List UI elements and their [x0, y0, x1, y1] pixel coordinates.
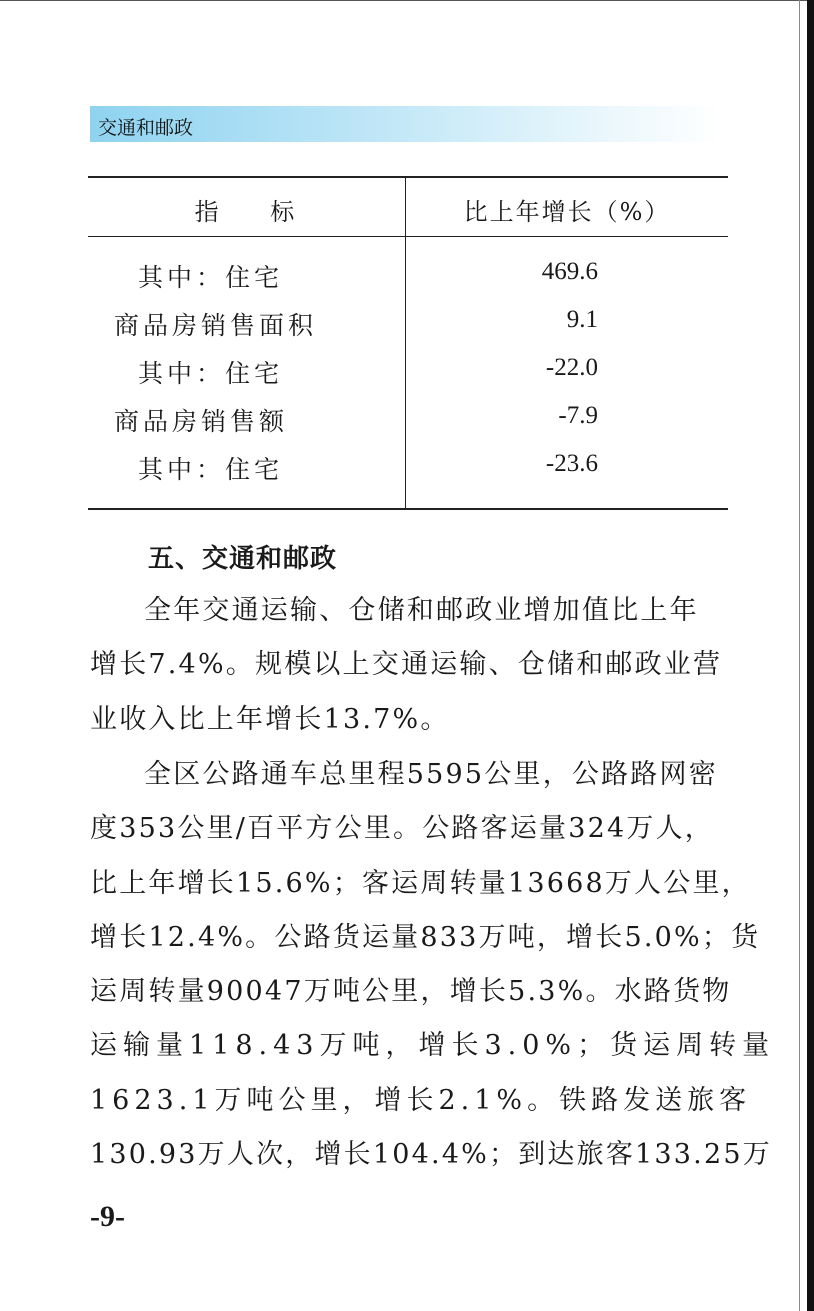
paragraph-line: 业收入比上年增长13.7%。 — [90, 703, 450, 735]
row-label: 其中：住宅 — [138, 455, 284, 484]
table-header-indicator: 指 标 — [194, 198, 317, 226]
row-value: -22.0 — [545, 354, 598, 381]
paragraph-line: 1623.1万吨公里，增长2.1%。铁路发送旅客 — [90, 1084, 752, 1116]
table-row — [88, 306, 728, 346]
paragraph-line: 运周转量90047万吨公里，增长5.3%。水路货物 — [90, 976, 732, 1008]
paragraph-line: 增长7.4%。规模以上交通运输、仓储和邮政业营 — [90, 649, 723, 681]
paragraph-line: 130.93万人次，增长104.4%；到达旅客133.25万 — [90, 1139, 772, 1171]
table-header-divider — [88, 236, 728, 237]
table-row — [88, 354, 728, 394]
data-table — [88, 176, 728, 510]
page-right-rule — [799, 0, 800, 1311]
page-right-border — [807, 0, 814, 1311]
table-header-growth: 比上年增长（%） — [463, 198, 671, 226]
row-value: -7.9 — [558, 402, 598, 429]
section-heading: 五、交通和邮政 — [148, 544, 338, 574]
row-value: -23.6 — [545, 450, 598, 477]
row-label: 商品房销售额 — [114, 407, 289, 436]
paragraph-transport — [90, 748, 776, 1182]
paragraph-line: 全年交通运输、仓储和邮政业增加值比上年 — [144, 595, 699, 626]
row-value: 469.6 — [541, 258, 598, 285]
paragraph-line: 全区公路通车总里程5595公里，公路路网密 — [144, 759, 718, 790]
section-tab-label: 交通和邮政 — [98, 117, 194, 139]
row-value: 9.1 — [566, 306, 598, 333]
paragraph-value-added — [90, 584, 726, 747]
page-number: -9- — [90, 1200, 125, 1233]
table-row — [88, 450, 728, 490]
row-label: 其中：住宅 — [138, 359, 284, 388]
section-tab — [90, 106, 720, 142]
page-top-border — [0, 0, 814, 1]
row-label: 其中：住宅 — [138, 263, 284, 292]
table-row — [88, 258, 728, 298]
paragraph-line: 度353公里/百平方公里。公路客运量324万人， — [90, 813, 714, 845]
paragraph-line: 运输量118.43万吨，增长3.0%；货运周转量 — [90, 1030, 776, 1062]
table-row — [88, 402, 728, 442]
paragraph-line: 增长12.4%。公路货运量833万吨，增长5.0%；货 — [90, 921, 761, 953]
paragraph-line: 比上年增长15.6%；客运周转量13668万人公里， — [90, 867, 751, 899]
row-label: 商品房销售面积 — [114, 311, 318, 340]
